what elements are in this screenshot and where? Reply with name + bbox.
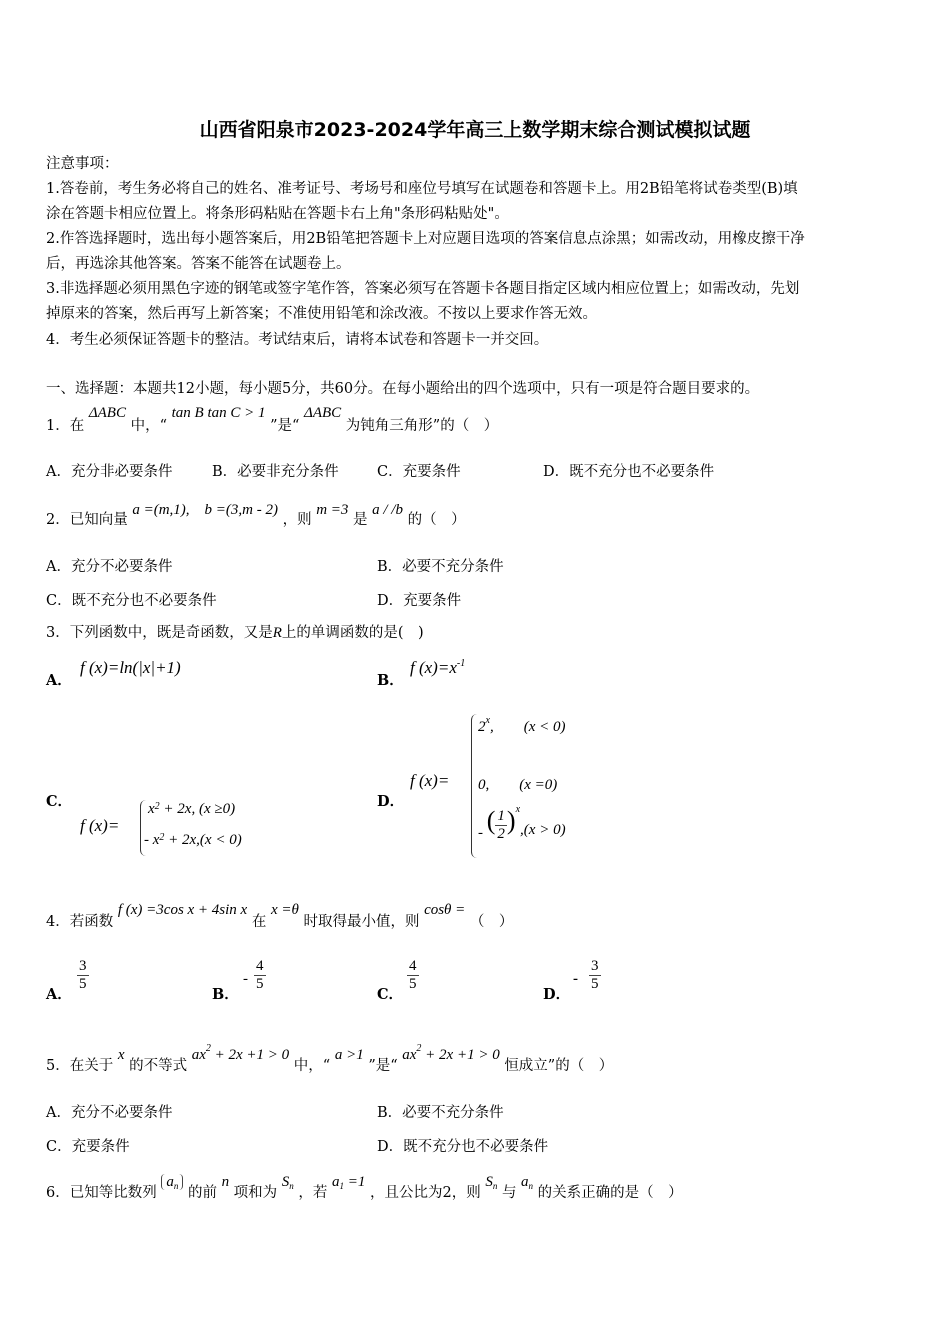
q3-math-r: R <box>272 625 282 641</box>
q5-text: 中，“ <box>293 1058 331 1074</box>
q4-text: 时取得最小值，则 <box>303 914 420 930</box>
q2-math-parallel: a / /b <box>372 502 403 518</box>
q2-option-a[interactable]: A．充分不必要条件 <box>46 559 173 575</box>
q3-b-base: f (x)=x <box>410 658 457 677</box>
q3-option-c-label[interactable]: C． <box>46 793 73 810</box>
q4-option-d-fraction[interactable]: $\frac{3}{5}$ <box>591 958 599 992</box>
q5-math-x: x <box>117 1047 125 1063</box>
q2-text: ，则 <box>282 512 312 528</box>
q4-option-a-fraction[interactable]: $\frac{3}{5}$ <box>79 958 87 992</box>
q3-option-d-label[interactable]: D． <box>377 793 405 810</box>
q4-text: 在 <box>251 914 267 930</box>
q6-math-sequence: $a_n$ <box>161 1174 183 1190</box>
q5-math-a: a >1 <box>334 1047 364 1063</box>
q1-math-triangle: ΔABC <box>304 405 342 421</box>
q6-text: 的前 <box>187 1185 217 1201</box>
q2-text: 的（ ） <box>407 512 466 528</box>
q3-d-row1: 2$^x$, (x < 0) <box>478 715 566 735</box>
q4-text: （ ） <box>469 914 514 930</box>
q2-math-m: m =3 <box>316 502 349 518</box>
q4-option-b-sign: - <box>243 971 248 987</box>
q6-math-an: $a_n$ <box>521 1174 534 1191</box>
q1-option-a[interactable]: A．充分非必要条件 <box>46 464 173 480</box>
q1-text: 中，“ <box>130 418 168 434</box>
q2-option-b[interactable]: B．必要不充分条件 <box>377 559 504 575</box>
q3-d-row3: - ( $\frac{1}{2}$ )$^x$,(x > 0) <box>478 804 566 843</box>
q4-text: 4．若函数 <box>46 914 114 930</box>
q3-b-exponent: -1 <box>456 658 466 669</box>
q4-option-b-label[interactable]: B． <box>212 986 239 1003</box>
q5-text: 的不等式 <box>129 1058 188 1074</box>
q3-option-b-expr[interactable] <box>410 658 465 678</box>
q2-option-c[interactable]: C．既不充分也不必要条件 <box>46 593 217 609</box>
q6-text: ，若 <box>298 1185 328 1201</box>
q6-text: 项和为 <box>233 1185 278 1201</box>
q5-option-c[interactable]: C．充要条件 <box>46 1139 130 1155</box>
q1-option-c[interactable]: C．充要条件 <box>377 464 461 480</box>
q6-text: 6．已知等比数列 <box>46 1185 157 1201</box>
notice-heading: 注意事项： <box>46 156 119 172</box>
q4-option-c-fraction[interactable]: $\frac{4}{5}$ <box>409 958 417 992</box>
q1-option-d[interactable]: D．既不充分也不必要条件 <box>543 464 715 480</box>
q5-option-b[interactable]: B．必要不充分条件 <box>377 1105 504 1121</box>
q2-text: 2．已知向量 <box>46 512 128 528</box>
q4-option-d-sign: - <box>573 971 578 987</box>
notice-line-1a: 1.答卷前，考生务必将自己的姓名、准考证号、考场号和座位号填写在试题卷和答题卡上。用2B铅笔将试卷类型(B)填 <box>46 181 798 197</box>
q3-option-d-lhs: f (x)= <box>410 771 450 790</box>
q6-text: 的关系正确的是（ ） <box>537 1185 683 1201</box>
q6-math-sn: $S_n$ <box>485 1174 498 1191</box>
q1-math-triangle: ΔABC <box>88 405 126 421</box>
notice-line-2a: 2.作答选择题时，选出每小题答案后，用2B铅笔把答题卡上对应题目选项的答案信息点涂黑；如需改动，用橡皮擦干净 <box>46 231 805 247</box>
q6-math-sn: $S_n$ <box>281 1174 294 1191</box>
q5-option-d[interactable]: D．既不充分也不必要条件 <box>377 1139 549 1155</box>
question-1 <box>46 401 498 441</box>
q2-math-vectors: a =(m,1), b =(3,m - 2) <box>132 502 278 518</box>
question-2 <box>46 498 466 528</box>
notice-line-3b: 掉原来的答案，然后再写上新答案；不准使用铅笔和涂改液。不按以上要求作答无效。 <box>46 306 597 322</box>
q1-option-b[interactable]: B．必要非充分条件 <box>212 464 339 480</box>
q3-text: 3．下列函数中，既是奇函数，又是 <box>46 625 273 641</box>
q6-text: ，且公比为2，则 <box>369 1185 481 1201</box>
question-5 <box>46 1043 614 1074</box>
notice-line-1b: 涂在答题卡相应位置上。将条形码粘贴在答题卡右上角"条形码粘贴处"。 <box>46 206 509 222</box>
q3-d-fraction: $\frac{1}{2}$ <box>497 808 505 843</box>
q3-d-brace <box>471 714 478 858</box>
question-3 <box>46 621 424 642</box>
q5-math-inequality: $ax^2 + 2x +1 > 0$ <box>191 1043 290 1063</box>
q3-option-b-label[interactable]: B． <box>377 672 404 689</box>
notice-line-4: 4．考生必须保证答题卡的整洁。考试结束后，请将本试卷和答题卡一并交回。 <box>46 332 549 348</box>
q4-option-b-fraction[interactable]: $\frac{4}{5}$ <box>256 958 264 992</box>
q6-text: 与 <box>501 1185 517 1201</box>
q4-option-a-label[interactable]: A． <box>46 986 72 1003</box>
q3-c-row1: $x^2 + 2x$, (x ≥0) <box>148 801 236 817</box>
q6-math-a1: $a_1 =1$ <box>332 1174 366 1191</box>
q3-option-a-label[interactable]: A． <box>46 672 72 689</box>
q4-math-function: f (x) =3cos x + 4sin x <box>117 902 248 918</box>
notice-line-3a: 3.非选择题必须用黑色字迹的钢笔或签字笔作答，答案必须写在答题卡各题目指定区域内相应位置上；如需改动，先划 <box>46 281 800 297</box>
q5-text: 恒成立”的（ ） <box>504 1058 614 1074</box>
question-4 <box>46 898 514 930</box>
q3-option-c-lhs: f (x)= <box>80 816 120 835</box>
section-heading: 一、选择题：本题共12小题，每小题5分，共60分。在每小题给出的四个选项中，只有一项是符合题目要求的。 <box>46 381 760 397</box>
q5-text: 5．在关于 <box>46 1058 114 1074</box>
q5-option-a[interactable]: A．充分不必要条件 <box>46 1105 173 1121</box>
q5-math-inequality: $ax^2 + 2x +1 > 0$ <box>402 1043 500 1063</box>
q3-d-row2: 0, (x =0) <box>478 777 558 793</box>
question-6 <box>46 1170 683 1201</box>
q4-math-theta: x =θ <box>270 902 299 918</box>
q4-option-d-label[interactable]: D． <box>543 986 571 1003</box>
q3-text: 上的单调函数的是( ) <box>281 625 424 641</box>
q3-c-row2: - $x^2 + 2x,(x < 0)$ <box>144 832 242 848</box>
q4-math-cos: cosθ = <box>424 902 466 918</box>
q1-text: 1．在 <box>46 418 85 434</box>
page-title: 山西省阳泉市2023-2024学年高三上数学期末综合测试模拟试题 <box>199 119 751 141</box>
q5-text: ”是“ <box>368 1058 398 1074</box>
q3-option-a-expr[interactable]: f (x)=ln(|x|+1) <box>80 658 181 677</box>
q2-option-d[interactable]: D．充要条件 <box>377 593 462 609</box>
q4-option-c-label[interactable]: C． <box>377 986 404 1003</box>
q1-math-condition: tan B tan C > 1 <box>171 405 266 421</box>
q1-text: ”是“ <box>270 418 300 434</box>
q6-math-n: n <box>221 1174 230 1190</box>
notice-line-2b: 后，再选涂其他答案。答案不能答在试题卷上。 <box>46 256 351 272</box>
q2-text: 是 <box>353 512 368 528</box>
q1-text: 为钝角三角形”的（ ） <box>345 418 499 434</box>
